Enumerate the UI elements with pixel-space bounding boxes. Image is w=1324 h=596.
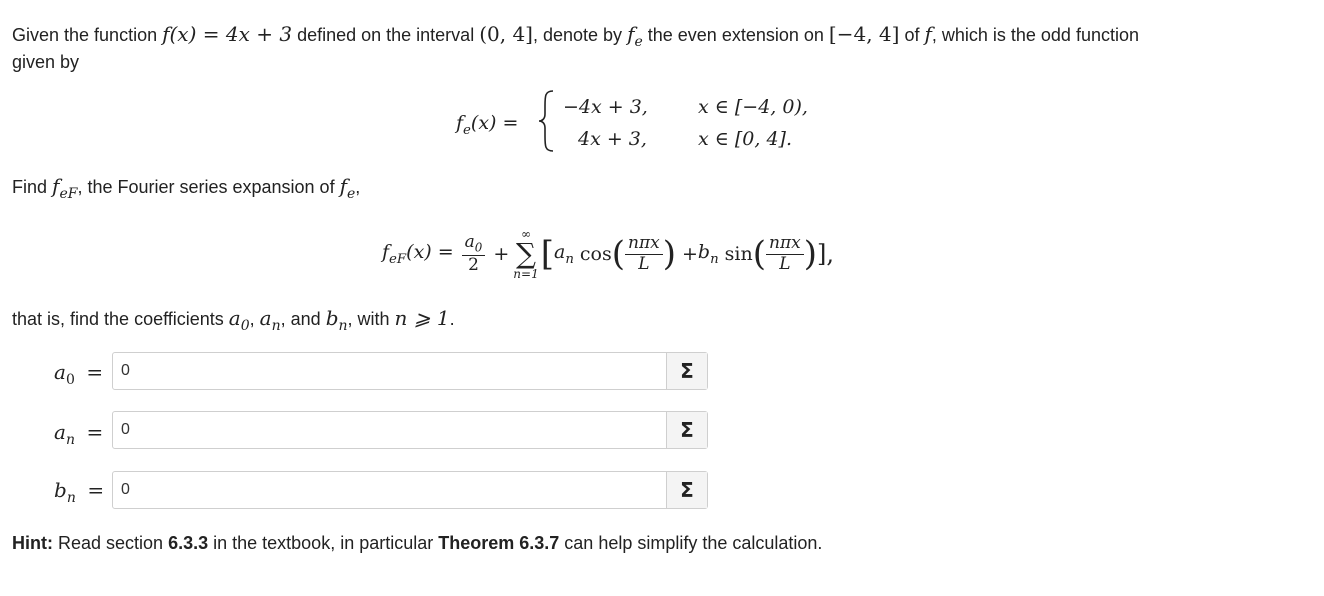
an-label: $a_n$ = [54, 420, 104, 448]
interval-symmetric: [−4, 4] [828, 22, 900, 46]
a-n-coefficient: $a_n$ [553, 241, 574, 267]
sigma-symbol: ∑ [516, 237, 536, 270]
b-n-coefficient: $b_n$ [697, 241, 719, 267]
theorem-reference: Theorem 6.3.7 [438, 533, 560, 553]
task-line: that is, find the coefficients $a_0$, $a_n$, and $b_n$, with n ⩾ 1. [12, 306, 455, 334]
bn-label: $b_n$ = [54, 478, 105, 506]
open-bracket: [ [540, 234, 554, 274]
plus-sign: + [493, 243, 510, 265]
an-input[interactable] [113, 412, 685, 448]
case-2-expression: 4x + 3, [578, 128, 647, 150]
bn-answer-field[interactable] [112, 471, 708, 509]
intro-line-2: given by [12, 52, 80, 72]
an-equation-editor-button[interactable]: Σ [666, 412, 707, 448]
a0-over-2: $\frac{a_0}{2}$ [462, 234, 486, 275]
a0-label: $a_0$ = [54, 360, 104, 388]
intro-text: Given the function [12, 25, 163, 45]
intro-text: defined on the interval [292, 25, 480, 45]
series-lhs: $f_{eF}(x)$ = [382, 241, 454, 267]
sin-function: sin [724, 243, 753, 265]
section-reference: 6.3.3 [168, 533, 209, 553]
fe-symbol: $f_e$ [627, 22, 643, 50]
find-line: Find $f_{eF}$, the Fourier series expansion of $f_e$, [12, 174, 361, 202]
cos-function: cos [579, 243, 612, 265]
intro-line-1 [12, 22, 1139, 50]
interval: (0, 4] [479, 22, 533, 46]
fourier-series-formula: $f_{eF}(x)$ = $\frac{a_0}{2}$ + ∞ ∑ n=1 [ $a_n$ cos ( $\frac{\text{nπx}}{L}$ ) + $b_n$ sin ( $\frac{\text{nπx}}{L}$ ) ], [382, 227, 834, 281]
case-1-expression: −4x + 3, [563, 96, 648, 118]
left-brace [536, 88, 556, 159]
intro-text: the even extension on [642, 25, 829, 45]
a0-answer-field[interactable] [112, 352, 708, 390]
function-expression: f(x) = 4x + 3 [162, 22, 293, 46]
an-answer-field[interactable] [112, 411, 708, 449]
hint-line: Hint: Read section 6.3.3 in the textbook, in particular Theorem 6.3.7 can help simplify the calculation. [12, 533, 823, 553]
summation: ∞ ∑ n=1 [513, 227, 539, 281]
a0-equation-editor-button[interactable]: Σ [666, 353, 707, 389]
bn-equation-editor-button[interactable]: Σ [666, 472, 707, 508]
bn-input[interactable] [113, 472, 685, 508]
cos-argument: $\frac{\text{nπx}}{L}$ [625, 235, 663, 274]
intro-text: , which is the odd function [931, 25, 1139, 45]
sin-argument: $\frac{\text{nπx}}{L}$ [766, 235, 804, 274]
case-2-condition: x ∈ [0, 4]. [698, 128, 792, 150]
close-bracket: ], [816, 240, 834, 268]
f-symbol: f [924, 22, 932, 46]
intro-text: , denote by [532, 25, 628, 45]
case-1-condition: x ∈ [−4, 0), [698, 96, 808, 118]
piecewise-lhs: $f_e(x)$ = [456, 112, 519, 138]
hint-label: Hint: [12, 533, 53, 553]
a0-input[interactable] [113, 353, 685, 389]
intro-text: of [899, 25, 925, 45]
